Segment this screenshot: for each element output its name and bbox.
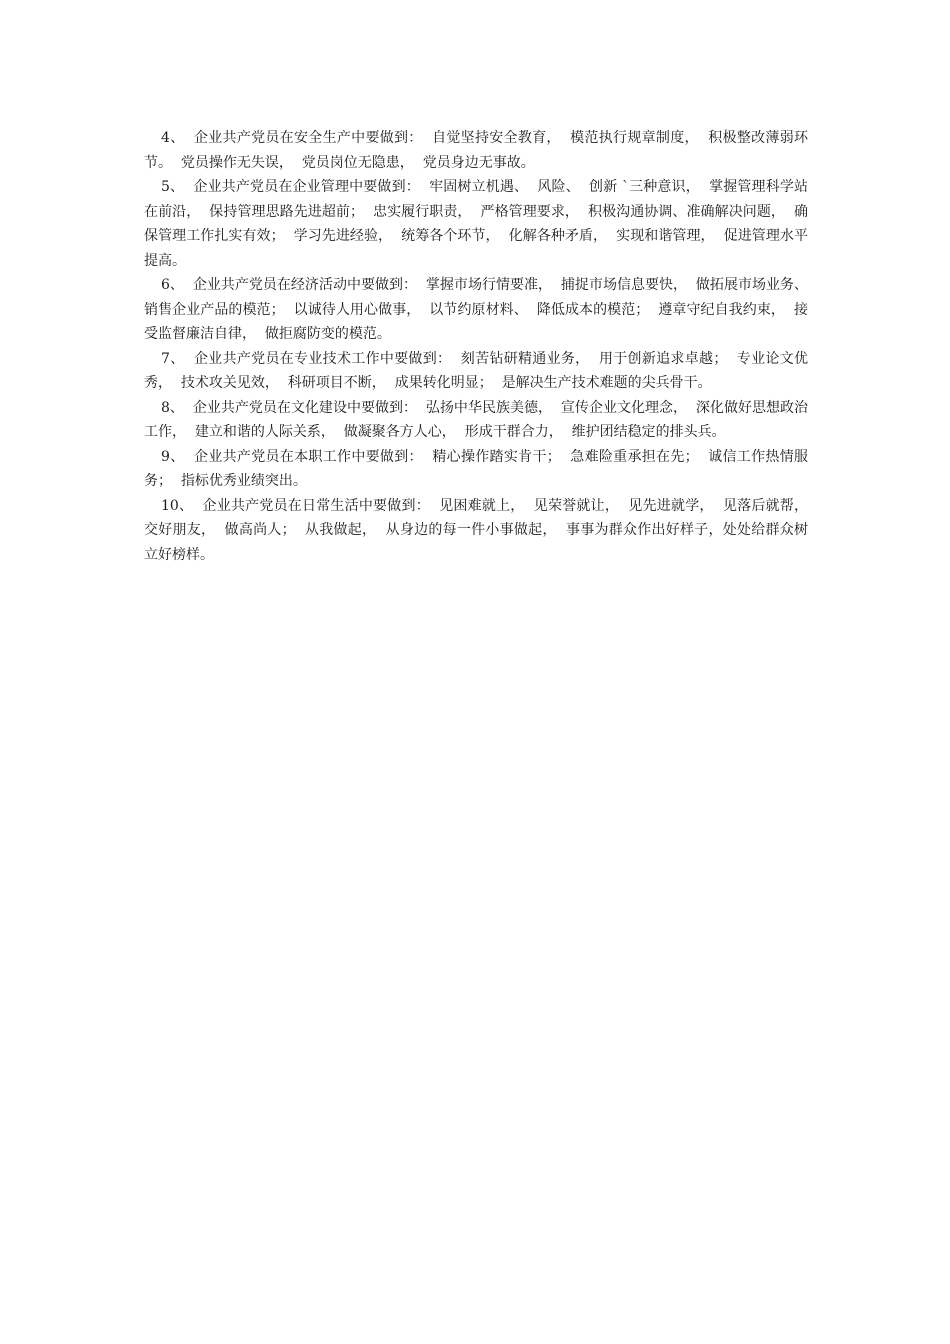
paragraph-item-5: 5、 企业共产党员在企业管理中要做到： 牢固树立机遇、 风险、 创新 `三种意识， 掌握管理科学站在前沿， 保持管理思路先进超前； 忠实履行职责， 严格管理要求， 积极沟通协调、准确解决问题， 确保管理工作扎实有效； 学习先进经验， 统筹各个环节， 化解各种矛盾， 实现和谐管理， 促进管理水平提高。	[144, 179, 808, 269]
paragraph-item-7: 7、 企业共产党员在专业技术工作中要做到： 刻苦钻研精通业务， 用于创新追求卓越； 专业论文优秀， 技术攻关见效， 科研项目不断， 成果转化明显； 是解决生产技术难题的尖兵骨干。	[144, 350, 808, 391]
paragraph-item-6: 6、 企业共产党员在经济活动中要做到： 掌握市场行情要准， 捕捉市场信息要快， 做拓展市场业务、 销售企业产品的模范； 以诚待人用心做事， 以节约原材料、 降低成本的模范； 遵章守纪自我约束， 接受监督廉洁自律， 做拒腐防变的模范。	[144, 277, 817, 342]
paragraph-item-8: 8、 企业共产党员在文化建设中要做到： 弘扬中华民族美德， 宣传企业文化理念， 深化做好思想政治工作， 建立和谐的人际关系， 做凝聚各方人心， 形成干群合力， 维护团结稳定的排头兵。	[144, 399, 808, 440]
paragraph-item-9: 9、 企业共产党员在本职工作中要做到： 精心操作踏实肯干； 急难险重承担在先； 诚信工作热情服务； 指标优秀业绩突出。	[144, 448, 808, 489]
paragraph-item-4: 4、 企业共产党员在安全生产中要做到： 自觉坚持安全教育， 模范执行规章制度， 积极整改薄弱环节。 党员操作无失误， 党员岗位无隐患， 党员身边无事故。	[144, 130, 808, 171]
paragraph-item-10: 10、 企业共产党员在日常生活中要做到： 见困难就上， 见荣誉就让， 见先进就学， 见落后就帮， 交好朋友， 做高尚人； 从我做起， 从身边的每一件小事做起， 事事为群众作出好样子，处处给群众树立好榜样。	[144, 497, 817, 563]
document-body	[144, 126, 817, 567]
